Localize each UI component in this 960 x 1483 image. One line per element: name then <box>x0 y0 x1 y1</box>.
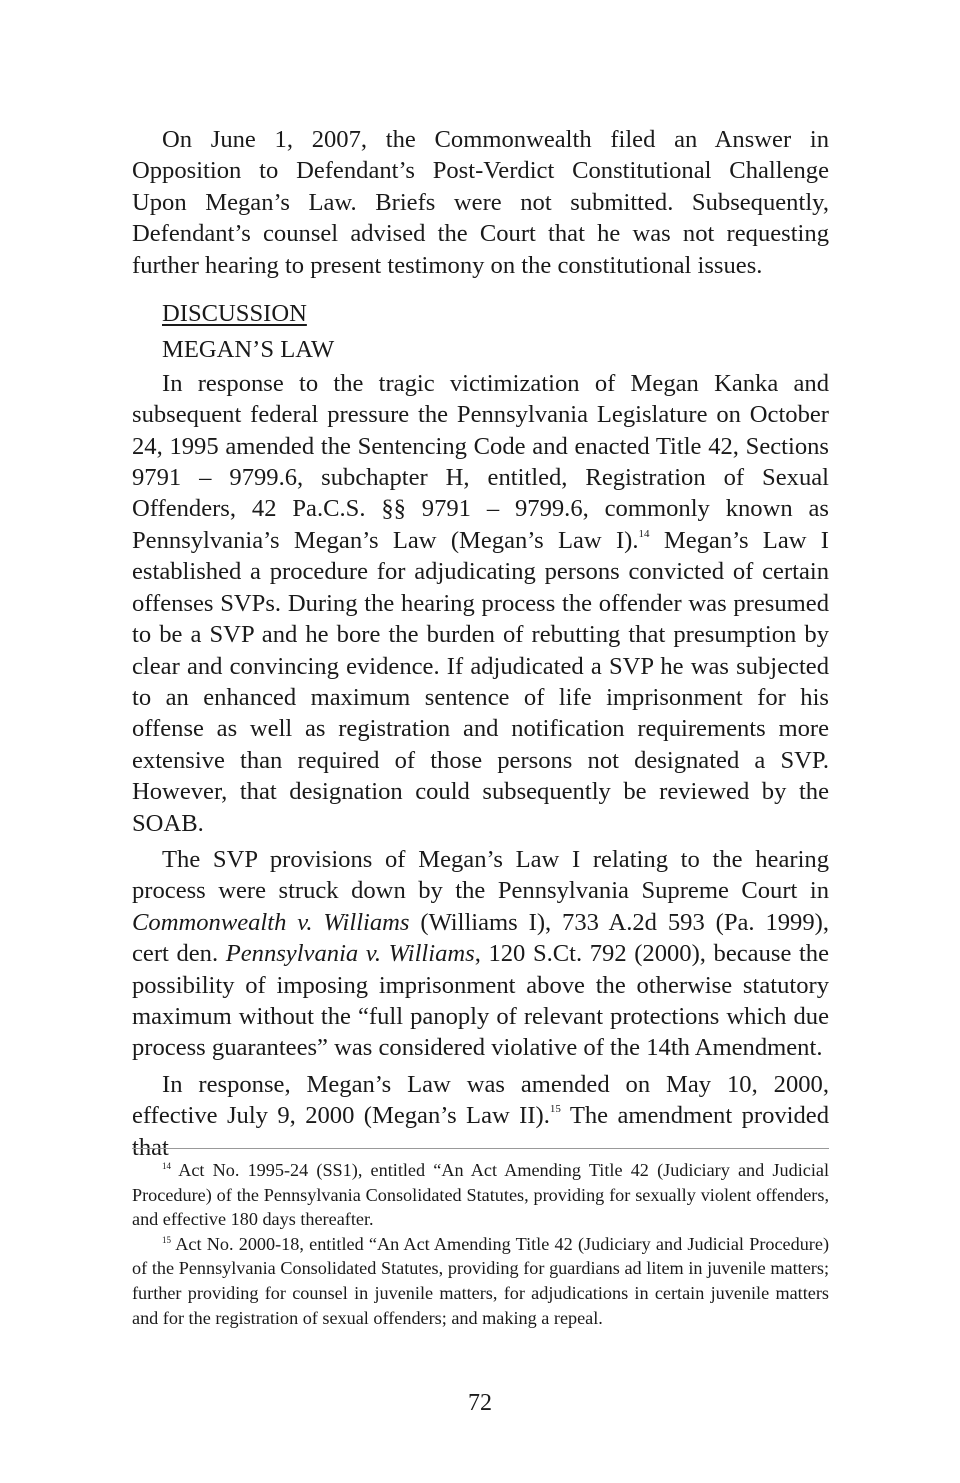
text-segment: Megan’s Law I established a procedure for adjudicating persons convicted of certain offenses SVPs. During the hearing process the offender was presumed to be a SVP and he bore the burden of rebutting that presumption by clear and convincing evidence. If adjudicated a SVP he was subjected to an enhanced maximum sentence of life imprisonment for his offense as well as registration and notification requirements more extensive than required of those persons not designated a SVP. However, that designation could subsequently be reviewed by the SOAB. <box>132 526 829 837</box>
paragraph-williams-decision <box>132 844 829 1064</box>
text-segment: (Williams I), 733 A.2d 593 (Pa. 1999), cert den. <box>132 908 829 968</box>
text-segment: The amendment provided that <box>132 1102 830 1161</box>
footnote-14 <box>132 1158 829 1232</box>
text-segment: The SVP provisions of Megan’s Law I relating to the hearing process were struck down by the Pennsylvania Supreme Court in <box>132 845 829 905</box>
page-number: 72 <box>468 1390 492 1416</box>
footnote-text: Act No. 1995-24 (SS1), entitled “An Act Amending Title 42 (Judiciary and Judicial Procedure) of the Pennsylvania Consolidated Statutes, providing for sexually violent offenders, and effective 180 days thereafter. <box>132 1160 829 1230</box>
footnote-15 <box>132 1232 829 1330</box>
footnotes <box>132 1158 829 1330</box>
footnote-divider <box>132 1148 829 1149</box>
footnote-ref-15: 15 <box>549 1103 561 1116</box>
case-name: Commonwealth v. Williams <box>132 908 410 936</box>
paragraph-megans-law-history <box>132 368 829 839</box>
text-segment: In response to the tragic victimization of Megan Kanka and subsequent federal pressure the Pennsylvania Legislature on October 24, 1995 amended the Sentencing Code and enacted Title 42, Sections 9791 – 9799.6, subchapter H, entitled, Registration of Sexual Offenders, 42 Pa.C.S. §§ 9791 – 9799.6, commonly known as Pennsylvania’s Megan’s Law (Megan’s Law I). <box>132 369 829 554</box>
heading-discussion: DISCUSSION <box>162 300 307 328</box>
text-segment: , 120 S.Ct. 792 (2000), because the possibility of imposing imprisonment above the otherwise statutory maximum without the “full panoply of relevant protections which due process guarantees” was considered violative of the 14th Amendment. <box>132 940 830 1062</box>
case-name: Pennsylvania v. Williams <box>225 940 475 968</box>
paragraph-answer-filed: On June 1, 2007, the Commonwealth filed an Answer in Opposition to Defendant’s Post-Verdict Constitutional Challenge Upon Megan’s Law. Briefs were not submitted. Subsequently, Defendant’s counsel advised the Court that he was not requesting further hearing to present testimony on the constitutional issues. <box>132 126 829 279</box>
text-segment: In response, Megan’s Law was amended on May 10, 2000, effective July 9, 2000 (Megan’s Law II). <box>132 1070 829 1130</box>
footnote-marker: 15 <box>162 1234 171 1245</box>
footnote-marker: 14 <box>162 1161 171 1171</box>
body-text <box>132 124 829 1168</box>
footnote-ref-14: 14 <box>638 527 650 540</box>
heading-megans-law: MEGAN’S LAW <box>162 336 335 364</box>
footnote-text: Act No. 2000-18, entitled “An Act Amending Title 42 (Judiciary and Judicial Procedure) of the Pennsylvania Consolidated Statutes, providing for guardians ad litem in juvenile matters; further providing for counsel in juvenile matters, for adjudications in certain juvenile matters and for the registration of sexual offenders; and making a repeal. <box>132 1233 829 1328</box>
